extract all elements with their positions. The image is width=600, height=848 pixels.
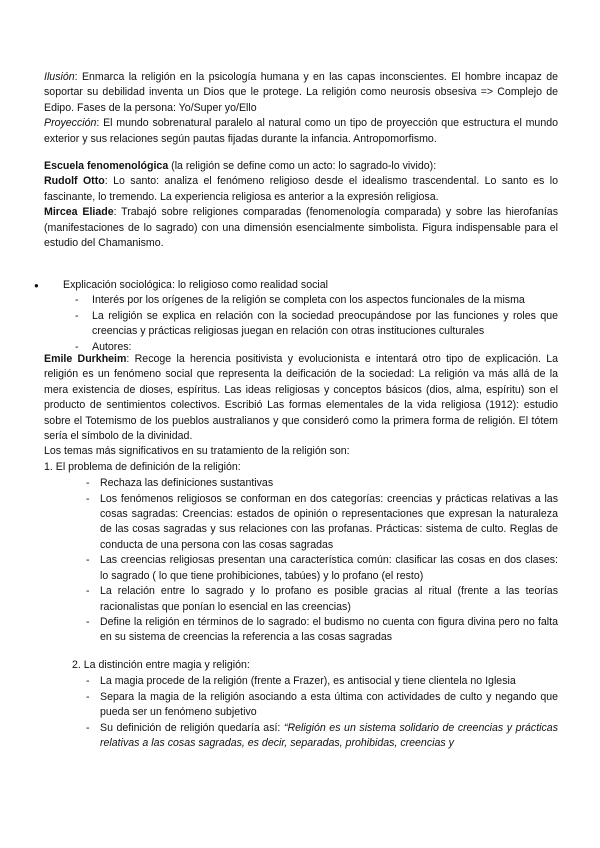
otto-name: Rudolf Otto [44,175,105,188]
dash-marker: - [86,675,90,688]
list-item [44,721,558,752]
dash-marker: - [86,492,90,505]
durkheim-section [44,352,558,646]
list-item-text: La relación entre lo sagrado y lo profano es posible gracias al ritual (frente a las teorías racionalistas que ponían lo esencial en las creencias) [100,585,558,613]
sociological-bullet-text: Explicación sociológica: lo religioso como realidad social [63,279,328,291]
list-item-text: Separa la magia de la religión asociando a esta última con actividades de culto y negando que pueda ser un fenómeno subjetivo [100,690,558,719]
illusion-label: Ilusión [44,71,75,83]
list-item-text: La religión se explica en relación con la sociedad preocupándose por las funciones y roles que creencias y prácticas religiosas juegan en relación con otras instituciones culturales [92,309,558,338]
list-item-text: Las creencias religiosas presentan una característica común: clasificar las cosas en dos clases: lo sagrado ( lo que tiene prohibiciones, tabúes) y lo profano (el resto) [100,554,558,582]
durkheim-text: : Recoge la herencia positivista y evolucionista e intentará otro tipo de explicación. La religión es un fenómeno social que representa la deificación de la sociedad: La religión va más allá de la mera existencia de dioses, espíritus. Las ideas religiosas y conceptos básicos (dios, alma, espíritu) son el producto de sentimientos colectivos. Escribió Las formas elementales de la vida religiosa (1912): estudio sobre el Totemismo de los pueblos australianos y que consideró como la primera forma de religión. El tótem sería el símbolo de la divinidad. [44,353,558,443]
point-two-section [44,658,558,751]
dash-marker: - [75,309,79,322]
list-item-text: Autores: [92,340,132,353]
point-two-heading: 2. La distinción entre magia y religión: [72,659,250,671]
point-one-list [44,476,558,645]
dash-marker: - [86,585,90,598]
list-item [44,690,558,721]
phenomenological-note: (la religión se define como un acto: lo sagrado-lo vivido): [168,160,437,172]
list-item-text [100,721,558,752]
point-two-list [44,674,558,751]
eliade-name: Mircea Eliade [44,206,114,219]
sociological-list [34,278,558,355]
list-item [44,615,558,646]
list-item [44,553,558,584]
list-item-text: Rechaza las definiciones sustantivas [100,477,274,490]
eliade-text: : Trabajó sobre religiones comparadas (fenomenología comparada) y sobre las hierofanías (manifestaciones de lo sagrado) con una dimensión esencialmente simbolista. Figura indispensable para el estudio del Chamanismo. [44,206,558,250]
durkheim-intro: Los temas más significativos en su tratamiento de la religión son: [44,445,350,458]
dash-marker: - [86,690,90,703]
dash-marker: - [75,294,79,307]
bullet-marker: ● [34,281,39,290]
list-item [44,309,558,340]
point-one-heading: 1. El problema de definición de la religión: [44,460,241,473]
list-item [44,492,558,554]
illusion-paragraph [44,70,558,147]
dash-marker: - [86,615,90,628]
list-item [44,584,558,615]
durkheim-name: Emile Durkheim [44,353,127,365]
dash-marker: - [86,554,90,567]
definition-quote: “Religión es un sistema solidario de creencias y prácticas relativas a las cosas sagradas, es decir, separadas, prohibidas, creencias y [100,721,558,750]
definition-lead: Su definición de religión quedaría así: [100,721,284,734]
projection-label: Proyección [44,117,97,130]
list-item [44,476,558,491]
otto-text: : Lo santo: analiza el fenómeno religioso desde el idealismo trascendental. Lo santo es lo fascinante, lo tremendo. La experiencia religiosa es anterior a la expresión religiosa. [44,175,558,203]
illusion-text: : Enmarca la religión en la psicología humana y en las capas inconscientes. El hombre incapaz de soportar su debilidad inventa un Dios que le protege. La religión como neurosis obsesiva => Complejo de Edipo. Fases de la persona: Yo/Super yo/Ello [44,71,558,114]
list-item [44,293,558,308]
list-item-text: Define la religión en términos de lo sagrado: el budismo no cuenta con figura divina pero no falta en su sistema de creencias la referencia a las cosas sagradas [100,615,558,644]
projection-text: : El mundo sobrenatural paralelo al natural como un tipo de proyección que estructura el mundo exterior y sus relaciones según pautas fijadas durante la infancia. Antropomorfismo. [44,117,558,145]
phenomenological-heading: Escuela fenomenológica [44,160,169,172]
dash-marker: - [86,477,90,490]
sociological-bullet-item [34,278,558,293]
list-item-text: Interés por los orígenes de la religión se completa con los aspectos funcionales de la misma [92,294,525,307]
dash-marker: - [86,721,90,734]
phenomenological-section [44,159,558,251]
list-item-text: La magia procede de la religión (frente a Frazer), es antisocial y tiene clientela no Iglesia [100,675,516,688]
list-item-text: Los fenómenos religiosos se conforman en dos categorías: creencias y prácticas relativas a las cosas sagradas: Creencias: estados de opinión o representaciones que expresan la naturaleza de las cosas sagradas y sus relaciones con las profanas. Prácticas: sistema de culto. Reglas de conducta de una persona con las cosas sagradas [100,492,558,551]
list-item [44,674,558,689]
dash-marker: - [75,340,79,353]
